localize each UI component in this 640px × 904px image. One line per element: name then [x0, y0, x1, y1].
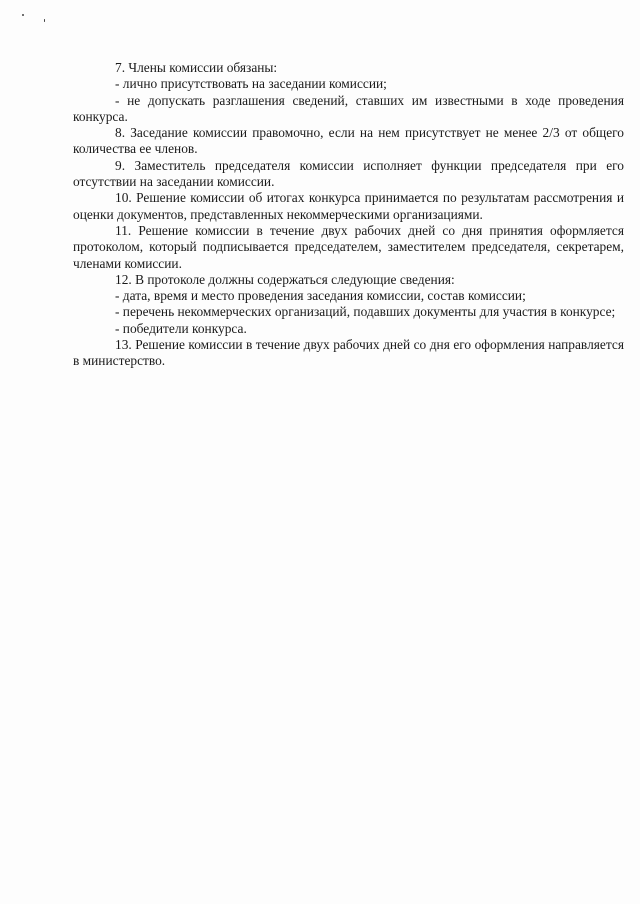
- paragraph-9: 9. Заместитель председателя комиссии исполняет функции председателя при его отсутствии на заседании комиссии.: [73, 157, 624, 190]
- paragraph-12-item-2: - перечень некоммерческих организаций, подавших документы для участия в конкурсе;: [115, 304, 616, 320]
- paragraph-12-item-3: - победители конкурса.: [115, 320, 247, 336]
- scan-speck: [44, 19, 45, 22]
- paragraph-7-heading: 7. Члены комиссии обязаны:: [115, 60, 278, 75]
- paragraph-13: 13. Решение комиссии в течение двух рабочих дней со дня его оформления направляется в министерство.: [73, 337, 624, 369]
- paragraph-12-heading: 12. В протоколе должны содержаться следующие сведения:: [115, 271, 455, 287]
- paragraph-8: 8. Заседание комиссии правомочно, если на нем присутствует не менее 2/3 от общего количества ее членов.: [73, 125, 624, 157]
- paragraph-11: 11. Решение комиссии в течение двух рабочих дней со дня принятия оформляется протоколом, который подписывается председателем, заместителем председателя, секретарем, членами комиссии.: [73, 222, 624, 271]
- paragraph-10: 10. Решение комиссии об итогах конкурса принимается по результатам рассмотрения и оценки документов, представленных некоммерческими организациями.: [73, 190, 624, 222]
- document-body: [73, 60, 624, 370]
- scan-speck: [22, 14, 24, 16]
- paragraph-7-item-2: - не допускать разглашения сведений, ставших им известными в ходе проведения конкурса.: [73, 92, 624, 124]
- paragraph-12-item-1: - дата, время и место проведения заседания комиссии, состав комиссии;: [115, 288, 526, 304]
- paragraph-7-item-1: - лично присутствовать на заседании комиссии;: [115, 76, 387, 92]
